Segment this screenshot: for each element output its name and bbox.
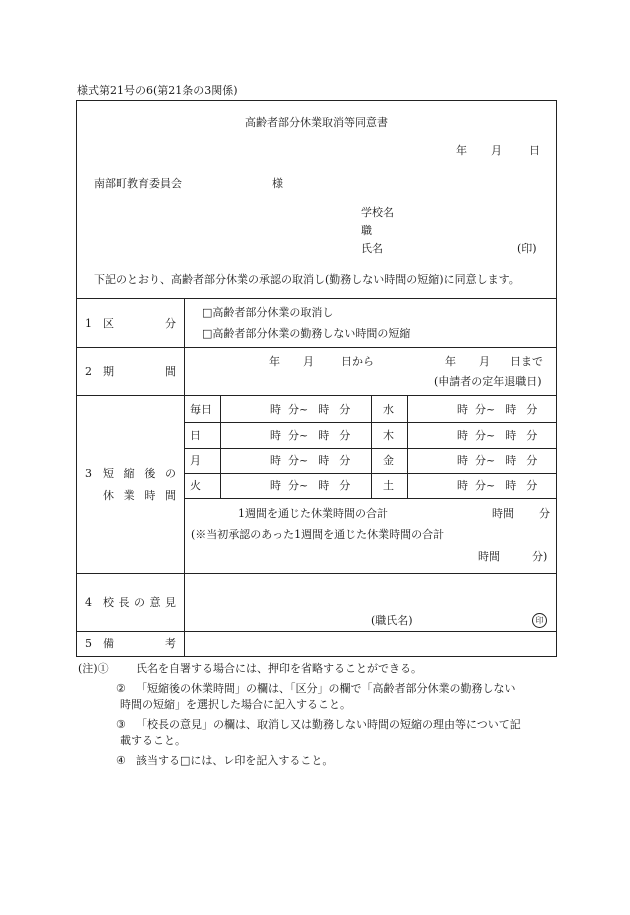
kubun-option-cancel[interactable]: □高齢者部分休業の取消し bbox=[202, 306, 334, 319]
time-row3-right[interactable]: 時 分~ 時 分 bbox=[457, 454, 538, 467]
rule-time-left bbox=[371, 395, 372, 498]
kikan-to-year: 年 bbox=[445, 355, 456, 368]
original-total-minutes: 分) bbox=[532, 550, 548, 563]
weekly-total-minutes: 分 bbox=[539, 507, 550, 520]
note-2-mark: ② bbox=[116, 682, 126, 695]
remarks-label: 備 考 bbox=[103, 637, 176, 650]
kubun-option-shorten[interactable]: □高齢者部分休業の勤務しない時間の短縮 bbox=[202, 327, 411, 340]
hours-number: 3 bbox=[85, 467, 92, 480]
position-label: 職 bbox=[361, 224, 372, 237]
time-row2-left[interactable]: 時 分~ 時 分 bbox=[270, 429, 351, 442]
remarks-number: 5 bbox=[85, 637, 92, 650]
original-total-label: (※当初承認のあった1週間を通じた休業時間の合計 bbox=[191, 528, 445, 541]
addressee-honorific: 様 bbox=[272, 177, 283, 190]
day-everyday: 毎日 bbox=[190, 403, 212, 416]
principal-seal-icon: 印 bbox=[532, 613, 547, 628]
note-1-line-1: 氏名を自署する場合には、押印を省略することができる。 bbox=[136, 662, 422, 675]
rule-hours-4 bbox=[184, 498, 556, 499]
rule-hours-2 bbox=[184, 448, 556, 449]
time-row4-left[interactable]: 時 分~ 時 分 bbox=[270, 479, 351, 492]
principal-signature: (職氏名) bbox=[371, 614, 413, 627]
form-title: 高齢者部分休業取消等同意書 bbox=[245, 116, 388, 129]
kikan-to-month: 月 bbox=[479, 355, 490, 368]
time-row2-right[interactable]: 時 分~ 時 分 bbox=[457, 429, 538, 442]
day-friday: 金 bbox=[383, 454, 394, 467]
time-row4-right[interactable]: 時 分~ 時 分 bbox=[457, 479, 538, 492]
note-3-line-2: 載すること。 bbox=[120, 734, 186, 747]
day-sunday: 日 bbox=[190, 429, 201, 442]
applicant-seal: (印) bbox=[517, 242, 537, 255]
weekly-total-label: 1週間を通じた休業時間の合計 bbox=[238, 507, 388, 520]
rule-hours-3 bbox=[184, 473, 556, 474]
day-wednesday: 水 bbox=[383, 403, 394, 416]
consent-statement: 下記のとおり、高齢者部分休業の承認の取消し(勤務しない時間の短縮)に同意します。 bbox=[94, 273, 520, 286]
rule-label-column bbox=[184, 298, 185, 656]
kubun-number: 1 bbox=[85, 317, 92, 330]
time-row3-left[interactable]: 時 分~ 時 分 bbox=[270, 454, 351, 467]
school-label: 学校名 bbox=[361, 206, 394, 219]
rule-kubun bbox=[77, 347, 556, 348]
remarks-field[interactable] bbox=[187, 634, 552, 654]
date-month: 月 bbox=[491, 144, 502, 157]
note-1-mark: (注)① bbox=[78, 662, 109, 675]
kikan-from-day: 日から bbox=[341, 355, 374, 368]
hours-label-line1: 短 縮 後 の bbox=[103, 467, 176, 480]
name-label: 氏名 bbox=[361, 242, 383, 255]
day-tuesday: 火 bbox=[190, 479, 201, 492]
note-2-line-1: 「短縮後の休業時間」の欄は、「区分」の欄で「高齢者部分休業の勤務しない bbox=[136, 682, 516, 695]
original-total-hours: 時間 bbox=[478, 550, 500, 563]
principal-label: 校 長 の 意 見 bbox=[103, 596, 176, 609]
day-saturday: 土 bbox=[383, 479, 394, 492]
date-day: 日 bbox=[529, 144, 540, 157]
note-3-mark: ③ bbox=[116, 718, 126, 731]
note-3-line-1: 「校長の意見」の欄は、取消し又は勤務しない時間の短縮の理由等について記 bbox=[136, 718, 521, 731]
rule-kikan bbox=[77, 395, 556, 396]
kikan-label: 期 間 bbox=[103, 365, 176, 378]
kikan-from-month: 月 bbox=[303, 355, 314, 368]
form-frame bbox=[76, 100, 557, 657]
kikan-retirement-note: (申請者の定年退職日) bbox=[434, 375, 542, 388]
hours-label-line2: 休 業 時 間 bbox=[103, 489, 176, 502]
note-4-line-1: 該当する□には、レ印を記入すること。 bbox=[136, 754, 334, 767]
rule-hours bbox=[77, 573, 556, 574]
note-2-line-2: 時間の短縮」を選択した場合に記入すること。 bbox=[120, 698, 351, 711]
kikan-from-year: 年 bbox=[269, 355, 280, 368]
weekly-total-hours: 時間 bbox=[492, 507, 514, 520]
rule-hours-1 bbox=[184, 422, 556, 423]
kubun-label: 区 分 bbox=[103, 317, 176, 330]
kikan-number: 2 bbox=[85, 365, 92, 378]
kikan-to-day: 日まで bbox=[510, 355, 543, 368]
day-monday: 月 bbox=[190, 454, 201, 467]
principal-number: 4 bbox=[85, 596, 92, 609]
addressee-name: 南部町教育委員会 bbox=[94, 177, 182, 190]
time-row1-right[interactable]: 時 分~ 時 分 bbox=[457, 403, 538, 416]
note-4-mark: ④ bbox=[116, 754, 126, 767]
time-row1-left[interactable]: 時 分~ 時 分 bbox=[270, 403, 351, 416]
rule-day-right bbox=[407, 395, 408, 498]
rule-principal bbox=[77, 631, 556, 632]
rule-header bbox=[77, 298, 556, 299]
day-thursday: 木 bbox=[383, 429, 394, 442]
rule-day-left bbox=[220, 395, 221, 498]
form-id: 様式第21号の6(第21条の3関係) bbox=[77, 84, 238, 97]
date-year: 年 bbox=[456, 144, 467, 157]
